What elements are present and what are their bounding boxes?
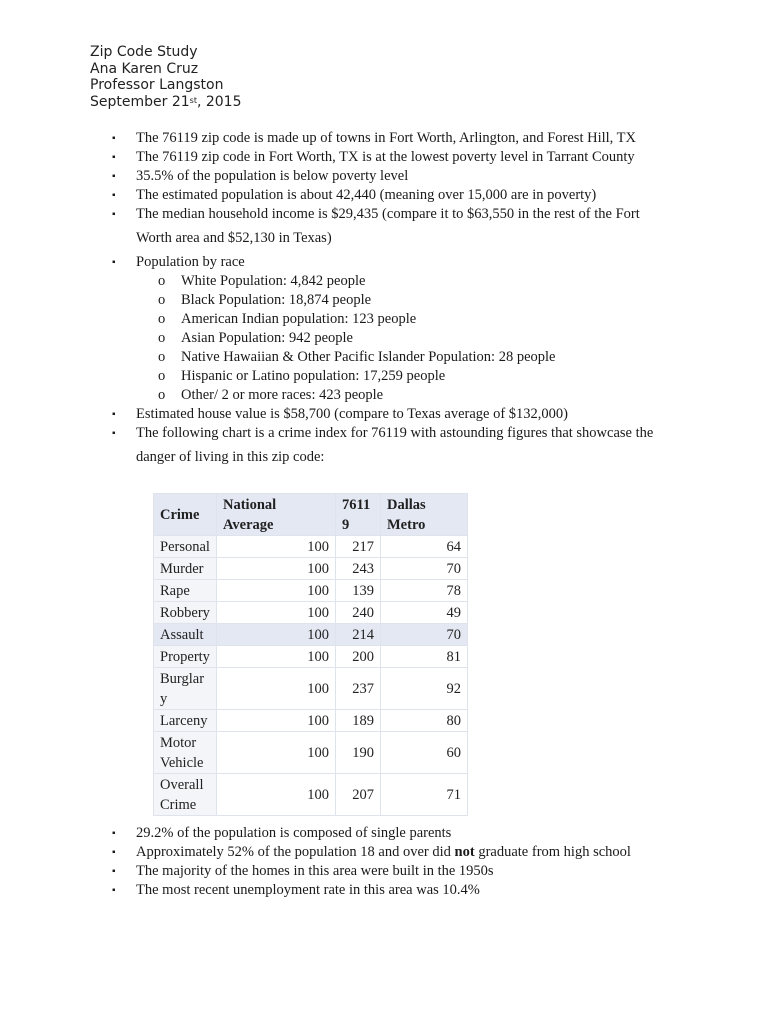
list-item: ▪ The following chart is a crime index for 76119 with astounding figures that showcase the bbox=[112, 425, 654, 441]
table-row: Personal 100 217 64 bbox=[154, 536, 468, 558]
list-item: ▪ 29.2% of the population is composed of single parents bbox=[112, 825, 452, 841]
header-national-average: National Average bbox=[217, 494, 336, 536]
list-item: ▪ 35.5% of the population is below poverty level bbox=[112, 168, 409, 184]
list-item: ▪ The most recent unemployment rate in this area was 10.4% bbox=[112, 882, 480, 898]
header-zip: 7611 9 bbox=[336, 494, 381, 536]
list-item-continuation: danger of living in this zip code: bbox=[136, 449, 325, 465]
facts-list-bottom bbox=[0, 824, 690, 900]
header-crime: Crime bbox=[154, 494, 217, 536]
list-item: ▪ The 76119 zip code in Fort Worth, TX is at the lowest poverty level in Tarrant County bbox=[112, 149, 635, 165]
race-item: o Hispanic or Latino population: 17,259 people bbox=[158, 368, 446, 384]
race-item: o Native Hawaiian & Other Pacific Islander Population: 28 people bbox=[158, 349, 556, 365]
table-row: Larceny 100 189 80 bbox=[154, 710, 468, 732]
race-item: o Other/ 2 or more races: 423 people bbox=[158, 387, 384, 403]
table-row: Rape 100 139 78 bbox=[154, 580, 468, 602]
author-name: Ana Karen Cruz bbox=[90, 60, 199, 77]
list-item: ▪ The estimated population is about 42,440 (meaning over 15,000 are in poverty) bbox=[112, 187, 597, 203]
header-dallas-metro: Dallas Metro bbox=[381, 494, 468, 536]
table-row: Burglar y 100 237 92 bbox=[154, 668, 468, 710]
professor-name: Professor Langston bbox=[90, 77, 224, 93]
list-item: ▪ The 76119 zip code is made up of towns in Fort Worth, Arlington, and Forest Hill, TX bbox=[112, 130, 636, 146]
list-item: ▪ Estimated house value is $58,700 (compare to Texas average of $132,000) bbox=[112, 406, 568, 422]
list-item: ▪ The median household income is $29,435 (compare it to $63,550 in the rest of the Fort bbox=[112, 206, 640, 222]
table-row: Robbery 100 240 49 bbox=[154, 602, 468, 624]
race-item: o Asian Population: 942 people bbox=[158, 330, 353, 346]
list-item: ▪ The majority of the homes in this area were built in the 1950s bbox=[112, 863, 494, 879]
race-item: o Black Population: 18,874 people bbox=[158, 292, 372, 308]
document-header bbox=[90, 44, 242, 110]
doc-date: September 21st, 2015 bbox=[90, 93, 242, 110]
doc-title: Zip Code Study bbox=[90, 44, 198, 60]
table-row: Motor Vehicle 100 190 60 bbox=[154, 732, 468, 774]
facts-list bbox=[0, 129, 690, 472]
table-row: Murder 100 243 70 bbox=[154, 558, 468, 580]
list-item: ▪ Population by race o White Population: 4,842 people o Black Population: 18,874 people o American Indian population: 123 people o Asian Population: 942 people o Native Hawaiian & Other Pacific Islander Population: 28 people o Hispanic or Latino population: 17,259 people o Other/ 2 or more races: 423 people bbox=[0, 253, 690, 405]
race-item: o American Indian population: 123 people bbox=[158, 311, 417, 327]
table-row: Assault 100 214 70 bbox=[154, 624, 468, 646]
list-item: ▪ Approximately 52% of the population 18 and over did not graduate from high school bbox=[112, 844, 631, 860]
table-row: Overall Crime 100 207 71 bbox=[154, 774, 468, 816]
race-list bbox=[136, 272, 690, 405]
crime-index-table bbox=[153, 493, 468, 816]
list-item-continuation: Worth area and $52,130 in Texas) bbox=[136, 230, 332, 246]
table-header-row bbox=[154, 494, 468, 536]
race-item: o White Population: 4,842 people bbox=[158, 273, 366, 289]
table-row: Property 100 200 81 bbox=[154, 646, 468, 668]
